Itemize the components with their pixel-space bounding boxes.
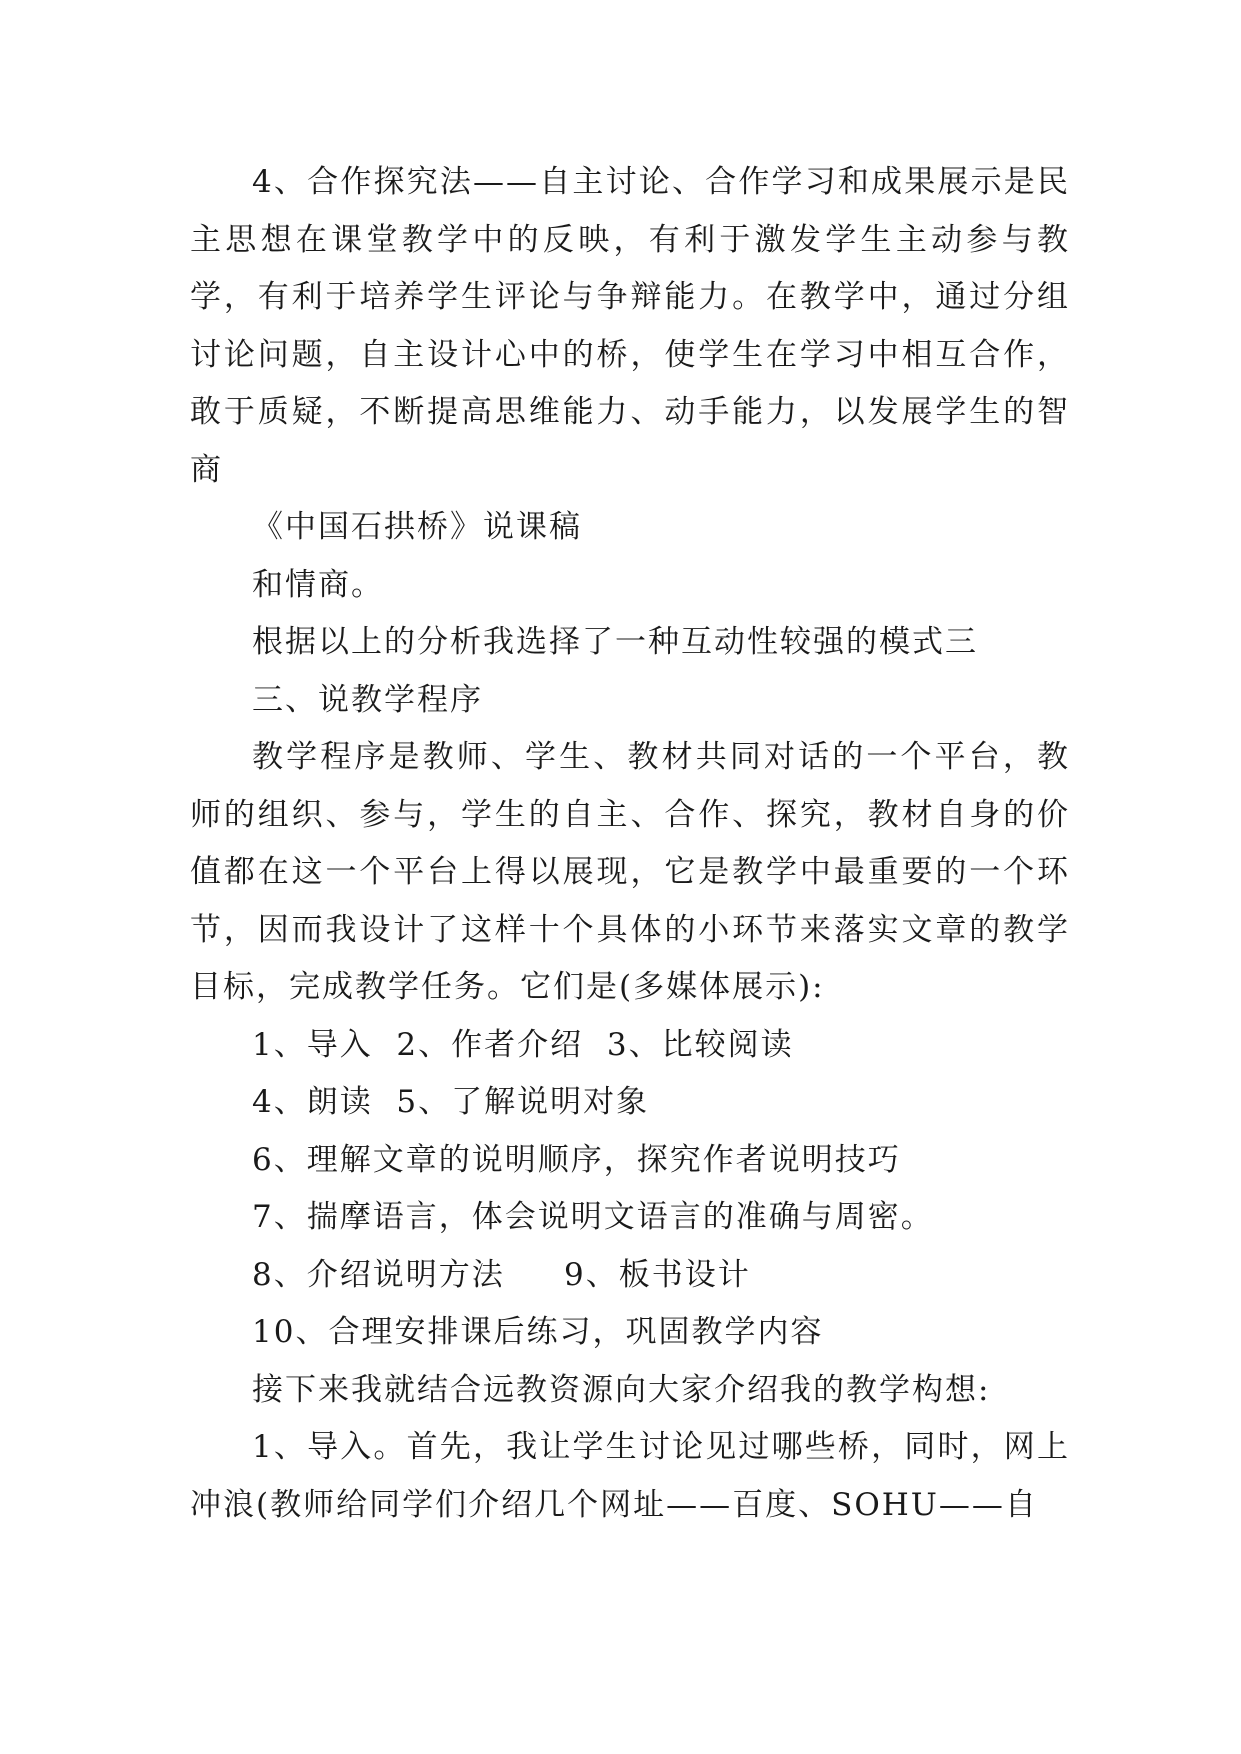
section-heading: 三、说教学程序	[252, 681, 483, 718]
step-list-line: 10、合理安排课后练习，巩固教学内容	[252, 1314, 824, 1350]
paragraph-mode-choice: 根据以上的分析我选择了一种互动性较强的模式三	[252, 624, 978, 660]
document-body	[190, 154, 1070, 1534]
paragraph-cooperative-inquiry: 4、合作探究法——自主讨论、合作学习和成果展示是民主思想在课堂教学中的反映，有利于激发学生主动参与教学，有利于培养学生评论与争辩能力。在教学中，通过分组讨论问题，自主设计心中的桥，使学生在学习中相互合作，敢于质疑，不断提高思维能力、动手能力，以发展学生的智商	[190, 164, 1070, 488]
step-list-line: 4、朗读 5、了解说明对象	[252, 1084, 650, 1120]
paragraph-teaching-procedure: 教学程序是教师、学生、教材共同对话的一个平台，教师的组织、参与，学生的自主、合作、探究，教材自身的价值都在这一个平台上得以展现，它是教学中最重要的一个环节，因而我设计了这样十个具体的小环节来落实文章的教学目标，完成教学任务。它们是(多媒体展示):	[190, 739, 1070, 1005]
step-list-line: 1、导入 2、作者介绍 3、比较阅读	[252, 1026, 794, 1063]
paragraph-step-import: 1、导入。首先，我让学生讨论见过哪些桥，同时，网上冲浪(教师给同学们介绍几个网址——百度、SOHU——自	[190, 1429, 1070, 1523]
paragraph-continuation: 和情商。	[252, 566, 384, 603]
step-list-line: 7、揣摩语言，体会说明文语言的准确与周密。	[252, 1199, 934, 1235]
page-header-title: 《中国石拱桥》说课稿	[252, 509, 582, 545]
step-list-line: 6、理解文章的说明顺序，探究作者说明技巧	[252, 1141, 901, 1178]
step-list-line: 8、介绍说明方法 9、板书设计	[252, 1256, 751, 1293]
paragraph-intro-plan: 接下来我就结合远教资源向大家介绍我的教学构想:	[252, 1371, 991, 1408]
